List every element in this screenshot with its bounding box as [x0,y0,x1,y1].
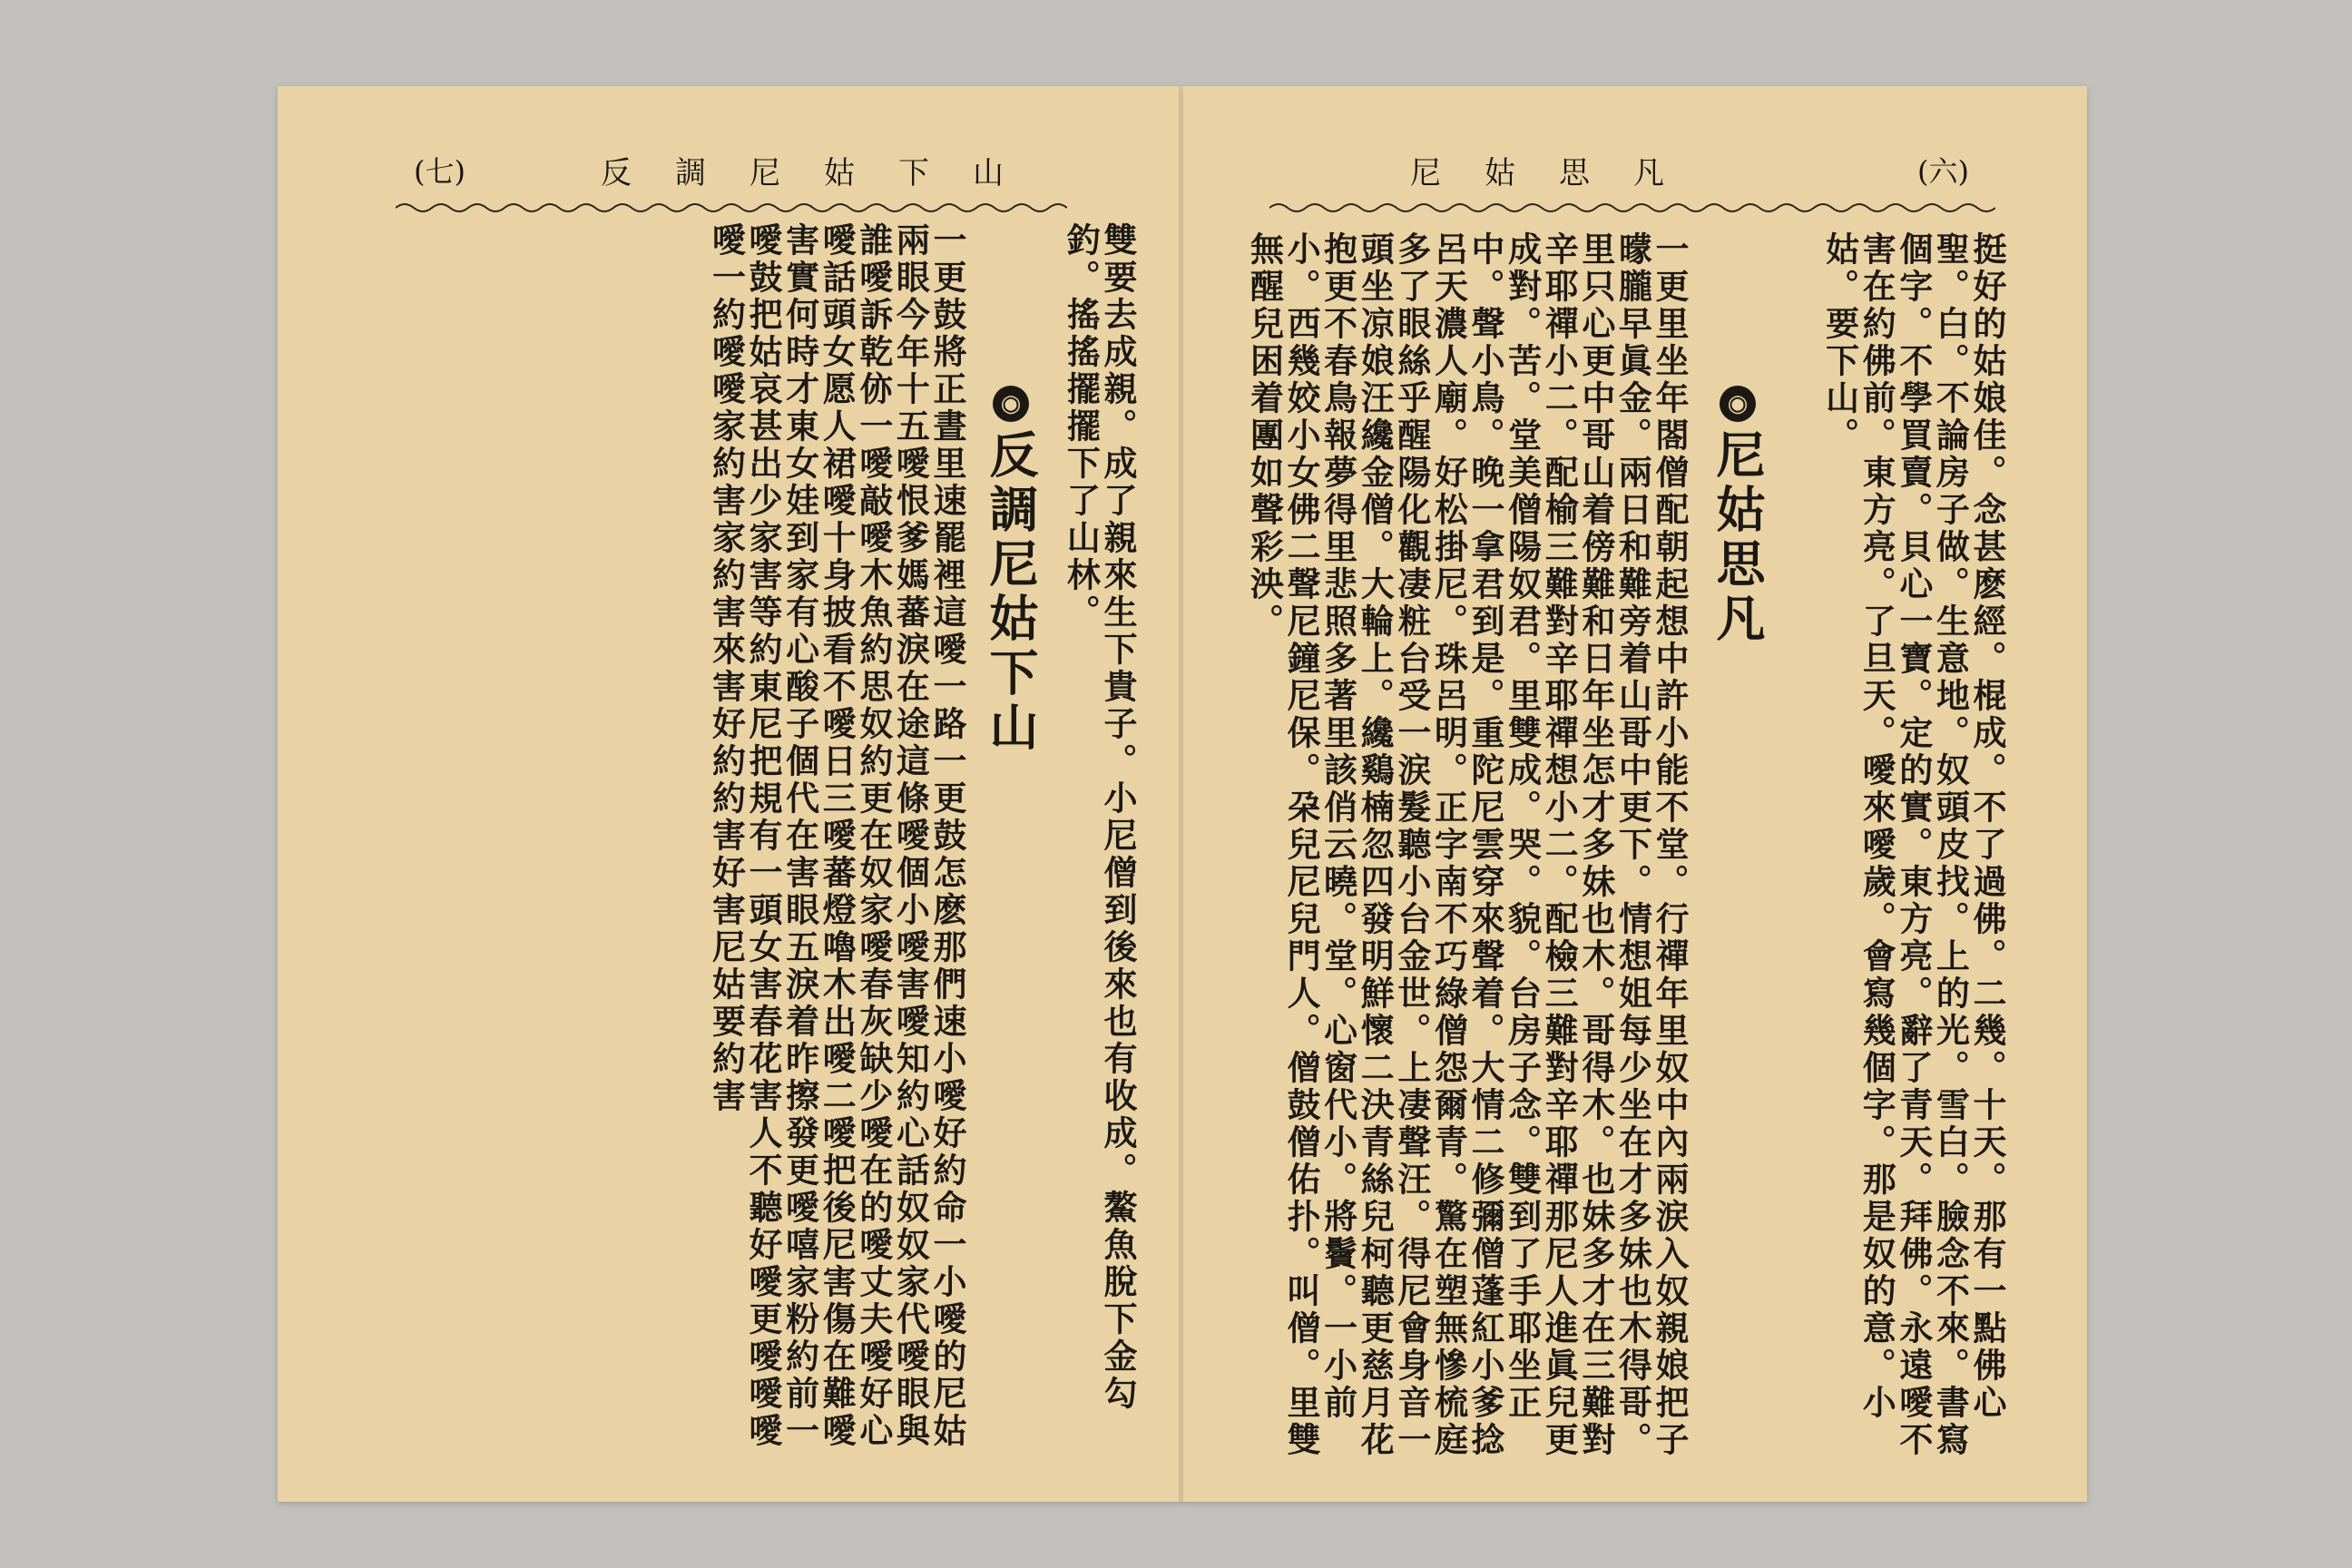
left-body-text: 一更鼓將正晝里速罷裡這噯一路一更鼓怎麽那們速小噯好約命一小噯的尼姑兩眼今年十五噯恨爹媽蕃淚在途這條噯個小噯害噯知約心話奴奴家代噯眼與誰噯訴乾㑊一噯敲噯木魚約思奴約更在奴家噯春灰缺少噯在的噯丈夫噯好心噯話頭女愿人裙噯十身披看不噯日三噯蕃燈嚕木出噯二噯把後尼害傷在難噯害實何時才東女娃到家有心酸子個代在害眼五淚着昨擦發更噯嘻家粉約前一噯鼓把姑哀甚出少家害等約東尼把規有一頭女害春花害人不聽好噯更噯噯噯噯一約噯噯家約害家約害來害好約約害好害尼姑要約害 [706,222,967,1450]
right-header-wave-rule [1269,199,1995,217]
left-page-number: (七) [414,154,466,189]
right-page-header [1410,148,1969,191]
left-page [278,86,1183,1502]
section-seal-icon: ◉ [993,386,1029,422]
right-section-title-block [1710,386,1765,647]
right-section-title: 尼姑思凡 [1709,429,1767,647]
left-header-title: 反調尼姑下山 [601,154,1047,191]
right-page [1183,86,2087,1502]
section-seal-icon: ◉ [1720,386,1756,422]
left-intro-text: 雙要去成親。成了親來生下貴子。小尼僧到後來也有收成。鰲魚脫下金勾釣。搖搖擺擺下了山林。 [1061,222,1138,1413]
left-section-title: 反調尼姑下山 [982,429,1040,756]
right-intro-text: 挺好的姑娘佳。念甚麽經。棍成。不了過佛。二幾。十天。那有一點佛心聖。白。不論房子做。生意地。奴頭皮找。上的光。雪白。臉念不來。書寫個字。不學買賣。貝心一寶。定的實。東方亮。辭了青天。拜佛。永遠噯不害在約佛前。東方亮。了旦天。噯來噯歲。會寫幾個字。那是奴的意。小姑。要下山。 [1819,231,2007,1459]
right-page-number: (六) [1917,154,1969,189]
right-header-title: 尼姑思凡 [1410,154,1708,191]
left-page-header [414,148,1047,191]
right-body-text: 一更里坐年閤僧配朝起想中許小能不堂。行禪年里奴中內兩涙入奴親娘把子曚朧早眞金。兩日和難旁着山哥中更下。情想姐每少坐在才多妹也木得哥。里只心更中哥山着傍難和日年坐怎才多妹也木。哥得木。也妹多才在三難對辛耶禪小二。配榆三難對辛耶禪想小二。配檢三難對辛耶禪那尼人進眞兒更成對。苦。堂美僧陽奴君。里雙成。哭。貌。台房子念。雙到了手耶坐正中。聲小鳥。晚一拿君到是。重陀尼雲穿來聲着。大情二修彌僧蓬紅小爹捻呂天濃人廟。好松掛尼。珠呂明。正字南不巧綠僧怨爾青。驚在塑無慘梳庭多了眼絲乎醒陽化觀凄粧台受一涙髮聽小台金世。上凄聲汪。得尼會身音一頭坐凉娘汪纔金僧。大輪上。纔鷄楠忽四發明鮮懷二決青絲兒柯聽更慈月花抱更不春鳥報夢得里悲照多著里該俏云曉。堂。心窗代小。將鬢。一小前小。西幾姣小女佛二聲尼鐘尼保。朶兒尼兒門人。僧鼓僧佑扑。叫僧。里雙無醒兒困着團如聲彩泱。 [1244,231,1690,1459]
left-header-wave-rule [396,199,1067,217]
left-section-title-block [984,386,1038,756]
